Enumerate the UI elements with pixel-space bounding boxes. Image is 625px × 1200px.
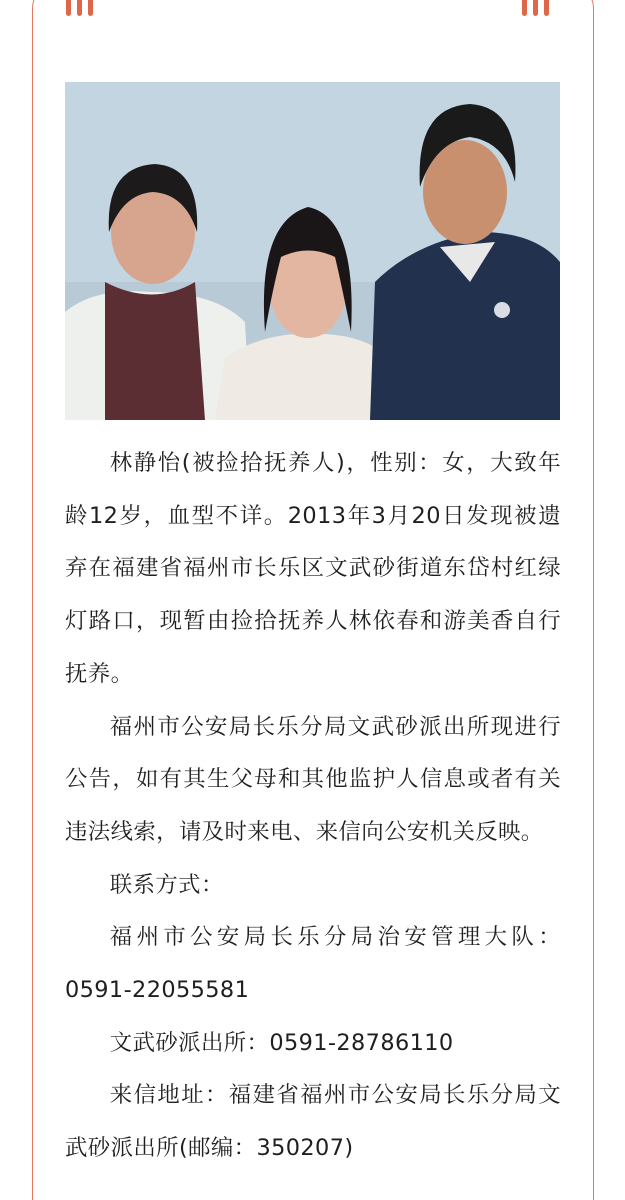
binder-clip-right: [522, 0, 549, 16]
contact-line-mailing-address: 来信地址：福建省福州市公安局长乐分局文武砂派出所(邮编：350207): [65, 1082, 561, 1162]
notice-text: [65, 437, 561, 1175]
family-photo-icon: [65, 82, 560, 420]
contact-line-security-brigade: 福州市公安局长乐分局治安管理大队：0591-22055581: [65, 924, 561, 1004]
contact-heading: 联系方式：: [109, 871, 224, 898]
family-photo: [65, 82, 560, 420]
notice-paragraph-1: 林静怡(被捡拾抚养人)，性别：女，大致年龄12岁，血型不详。2013年3月20日发现被遗弃在福建省福州市长乐区文武砂街道东岱村红绿灯路口，现暂由捡拾抚养人林依春和游美香自行抚养。: [65, 450, 561, 687]
contact-line-police-station: 文武砂派出所：0591-28786110: [109, 1029, 454, 1056]
notice-paragraph-2: 福州市公安局长乐分局文武砂派出所现进行公告，如有其生父母和其他监护人信息或者有关违法线索，请及时来电、来信向公安机关反映。: [65, 713, 561, 845]
binder-clip-left: [66, 0, 93, 16]
